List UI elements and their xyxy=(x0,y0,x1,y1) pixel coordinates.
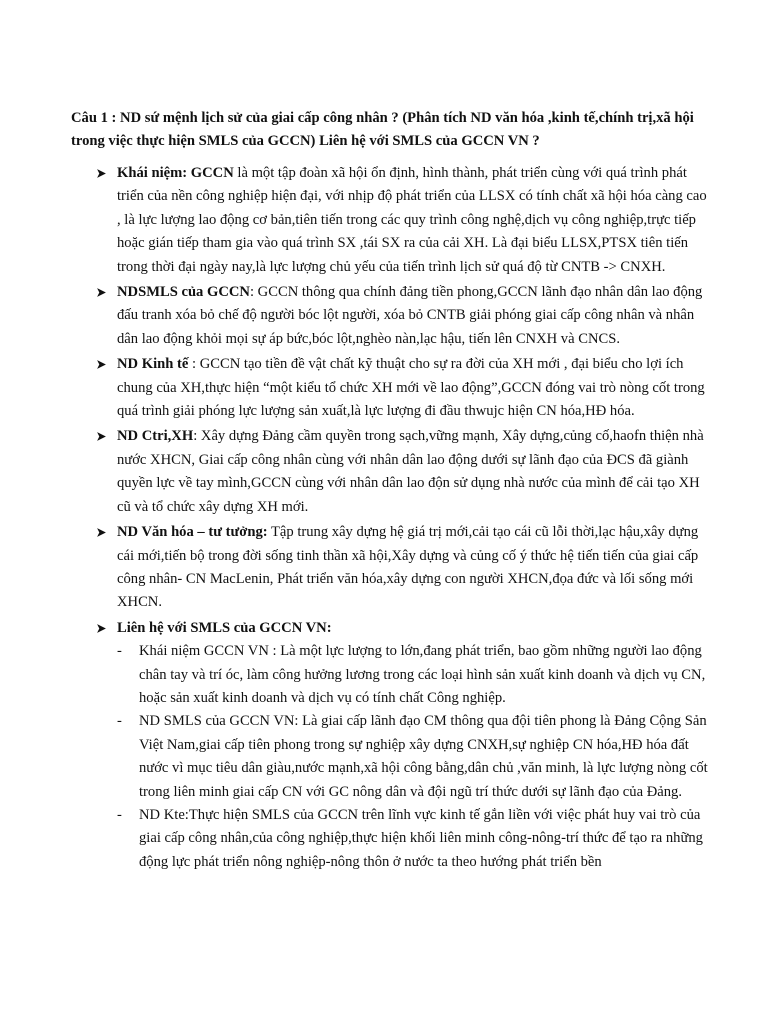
bullet-term: Khái niệm: GCCN xyxy=(117,165,234,181)
bullet-term: ND Văn hóa – tư tưởng: xyxy=(117,524,268,541)
bullet-term: ND Kinh tế xyxy=(117,356,189,373)
list-item xyxy=(117,710,710,804)
related-item-text: Khái niệm GCCN VN : Là một lực lượng to lớn,đang phát triển, bao gồm những người lao động chân tay và trí óc, làm công hưởng lương trong các loại hình sản xuất kinh doanh và dịch vụ CN, hoặc sản xuất kinh doanh và dịch vụ có tính chất Công nghiệp. xyxy=(139,643,706,706)
list-item xyxy=(71,281,710,351)
list-item xyxy=(71,162,710,279)
list-item xyxy=(71,353,710,423)
bullet-text: Tập trung xây dựng hệ giá trị mới,cải tạo cái cũ lỗi thời,lạc hậu,xây dựng cái mới,tiến bộ trong đời sống tinh thần xã hội,Xây dựng và củng cố ý thức hệ tiến tiến của giai cấp công nhân- CN MacLenin, Phát triển văn hóa,xây dựng con người XHCN,đọa đức và lối sống mới XHCN. xyxy=(117,524,699,611)
arrow-bullet-icon xyxy=(96,521,110,544)
arrow-bullet-icon xyxy=(96,425,110,448)
bullet-term: NDSMLS của GCCN xyxy=(117,284,250,301)
bullet-text: : GCCN thông qua chính đảng tiền phong,GCCN lãnh đạo nhân dân lao động đấu tranh xóa bỏ chế độ người bóc lột người, xóa bỏ CNTB giải phóng giai cấp công nhân và nhân dân lao động khỏi mọi sự áp bức,bóc lột,nghèo nàn,lạc hậu, tiến lên CNXH và CNCS. xyxy=(117,284,703,347)
related-dash-list xyxy=(117,640,710,874)
bullet-term: ND Ctri,XH xyxy=(117,428,194,445)
dash-bullet: - xyxy=(117,643,122,660)
list-item xyxy=(117,640,710,710)
list-item xyxy=(71,425,710,519)
question-heading: Câu 1 : ND sứ mệnh lịch sử của giai cấp công nhân ? (Phân tích ND văn hóa ,kinh tế,chính trị,xã hội trong việc thực hiện SMLS của GCCN) Liên hệ với SMLS của GCCN VN ? xyxy=(71,110,694,149)
main-bullet-list xyxy=(71,162,710,874)
arrow-bullet-icon xyxy=(96,281,110,304)
related-section xyxy=(71,617,710,874)
dash-bullet: - xyxy=(117,806,122,823)
bullet-text: : Xây dựng Đảng cầm quyền trong sạch,vững mạnh, Xây dựng,củng cố,haofn thiện nhà nước XHCN, Giai cấp công nhân cùng với nhân dân lao động dưới sự lãnh đạo của ĐCS đã giành quyền lực về tay mình,GCCN cùng với nhân dân lao độn sử dụng nhà nước của mình để cải tạo XH cũ và tổ chức xây dựng XH mới. xyxy=(117,428,704,515)
related-item-text: ND SMLS của GCCN VN: Là giai cấp lãnh đạo CM thông qua đội tiên phong là Đảng Cộng Sản Việt Nam,giai cấp tiên phong trong sự nghiệp xây dựng CNXH,sự nghiệp CN hóa,HĐ hóa đất nước vì mục tiêu dân giàu,nước mạnh,xã hội công bằng,dân chủ ,văn minh, là lực lượng nòng cốt trong liên minh giai cấp CN với GC nông dân và đội ngũ trí thức dưới sự lãnh đạo của Đảng. xyxy=(139,713,708,800)
arrow-bullet-icon xyxy=(96,162,110,185)
list-item xyxy=(117,804,710,874)
bullet-text: là một tập đoàn xã hội ổn định, hình thành, phát triển cùng với quá trình phát triển của nền công nghiệp hiện đại, với nhịp độ phát triển của LLSX có tính chất xã hội hóa càng cao , là lực lượng lao động cơ bản,tiên tiến trong các quy trình công nghệ,dịch vụ công nghiệp,trực tiếp hoặc gián tiếp tham gia vào quá trình SX ,tái SX ra của cải XH. Là đại biểu LLSX,PTSX tiên tiến trong thời đại ngày nay,là lực lượng chủ yếu của tiến trình lịch sử quá độ từ CNTB -> CNXH. xyxy=(117,165,707,275)
bullet-text: : GCCN tạo tiền đề vật chất kỹ thuật cho sự ra đời của XH mới , đại biểu cho lợi ích chung của XH,thực hiện “một kiểu tổ chức XH mới về lao động”,GCCN đóng vai trò nòng cốt trong quá trình giải phóng lực lượng sản xuất,là lực lượng đi đầu thwujc hiện CN hóa,HĐ hóa. xyxy=(117,356,705,420)
arrow-bullet-icon xyxy=(96,617,110,640)
dash-bullet: - xyxy=(117,713,122,730)
related-section-title: Liên hệ với SMLS của GCCN VN: xyxy=(117,619,332,636)
arrow-bullet-icon xyxy=(96,353,110,376)
list-item xyxy=(71,521,710,615)
related-item-text: ND Kte:Thực hiện SMLS của GCCN trên lĩnh vực kinh tế gắn liền với việc phát huy vai trò của giai cấp công nhân,của công nghiệp,thực hiện khối liên minh công-nông-trí thức để tạo ra những động lực phát triển nông nghiệp-nông thôn ở nước ta theo hướng phát triển bền xyxy=(139,806,703,870)
